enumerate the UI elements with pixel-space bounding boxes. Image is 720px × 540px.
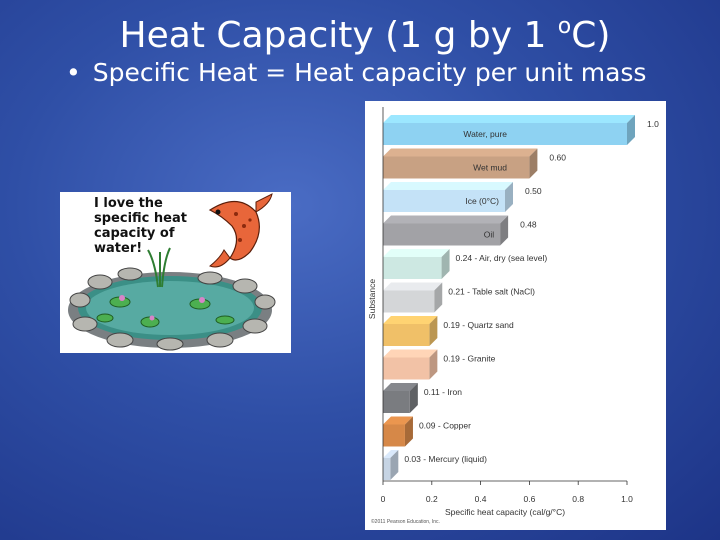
bar-category-label: Wet mud	[473, 162, 507, 173]
x-tick-label: 0.6	[523, 494, 536, 504]
bar-top-face	[383, 283, 442, 291]
bar-category-label: Oil	[483, 229, 495, 240]
bar	[383, 157, 529, 179]
bar-category-label: Water, pure	[463, 129, 507, 139]
x-tick-label: 0.8	[572, 494, 585, 504]
bar-top-face	[383, 350, 437, 358]
bar-top-face	[383, 249, 450, 257]
title-text: Heat Capacity (1 g by 1	[119, 15, 558, 56]
bar-group	[383, 249, 547, 279]
bar-value-label: 0.03 - Mercury (liquid)	[404, 454, 487, 464]
bar	[383, 291, 434, 313]
x-tick-label: 0.4	[474, 494, 487, 504]
bar-group	[383, 149, 566, 179]
bar-group	[383, 182, 542, 212]
x-axis-label: Specific heat capacity (cal/g/°C)	[444, 507, 566, 517]
bar-value-label: 0.19 - Granite	[443, 353, 496, 364]
bar-value-label: 0.48	[520, 219, 537, 230]
bar-chart	[365, 101, 666, 530]
ticks-layer	[381, 481, 634, 504]
bar	[383, 324, 429, 346]
bar-top-face	[383, 115, 635, 123]
fish	[210, 194, 272, 267]
pond-water-light	[86, 281, 254, 335]
title-unit: C)	[571, 15, 611, 56]
bar-group	[383, 450, 487, 480]
bar-group	[383, 115, 659, 145]
bar-group	[383, 283, 535, 313]
bar-group	[383, 417, 471, 447]
bar-value-label: 0.50	[525, 186, 542, 196]
bar-group	[383, 350, 496, 380]
x-tick-label: 0	[380, 494, 386, 504]
bar-group	[383, 383, 462, 413]
bar	[383, 224, 500, 246]
bar-category-label: Ice (0°C)	[465, 196, 499, 206]
bar-group	[383, 216, 537, 246]
bullet-text: Specific Heat = Heat capacity per unit mass	[92, 58, 647, 87]
x-tick-label: 0.2	[425, 494, 438, 504]
copyright-notice: ©2011 Pearson Education, Inc.	[371, 519, 440, 525]
cartoon-caption: I love the specific heat capacity of water!	[94, 196, 187, 256]
bar-value-label: 0.24 - Air, dry (sea level)	[455, 253, 548, 263]
bar-top-face	[383, 149, 537, 157]
bar-value-label: 0.11 - Iron	[423, 387, 462, 397]
bar	[383, 358, 429, 380]
bar	[383, 257, 442, 279]
bar	[383, 458, 390, 480]
bar-value-label: 0.19 - Quartz sand	[443, 320, 514, 330]
bar-value-label: 0.60	[549, 152, 566, 163]
bar	[383, 391, 410, 413]
bar-top-face	[383, 316, 437, 324]
bar	[383, 425, 405, 447]
bullet-item	[66, 58, 646, 87]
bars-layer	[383, 115, 659, 480]
bar-top-face	[383, 182, 513, 190]
y-axis-label: Substance	[367, 278, 377, 320]
bar-group	[383, 316, 514, 346]
x-tick-label: 1.0	[621, 494, 633, 504]
bullet-dot: •	[66, 58, 81, 87]
bar-value-label: 0.21 - Table salt (NaCl)	[448, 286, 536, 297]
bar-value-label: 0.09 - Copper	[418, 420, 471, 431]
cartoon-image	[60, 192, 291, 353]
title-superscript: o	[557, 14, 572, 39]
bar-value-label: 1.0	[647, 119, 659, 129]
bar-top-face	[383, 216, 508, 224]
slide-title	[0, 14, 720, 56]
chart-panel	[365, 101, 666, 530]
